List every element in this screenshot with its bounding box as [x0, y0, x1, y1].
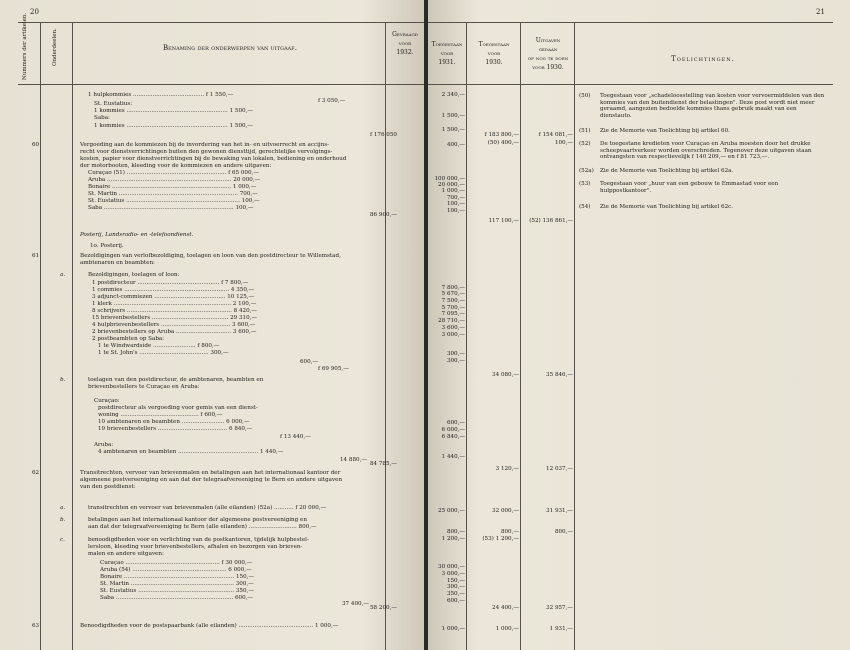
amount-1931: 1 200,— — [441, 536, 465, 542]
note-ref: (52) — [579, 141, 591, 147]
budget-line: St. Eustatius ...................................................... 350,— — [100, 588, 254, 594]
amount-1930: 24 400,— — [492, 605, 519, 611]
amount-1931: 350,— — [446, 591, 465, 597]
budget-line: 58 200,— — [370, 605, 397, 611]
amount-1931: 700,— — [446, 195, 465, 201]
amount-1931: 28 710,— — [438, 318, 465, 324]
budget-line: lersloon, kleeding voor brievenbestellers, afhalen en bezorgen van brieven- — [88, 544, 303, 550]
amount-1931: 150,— — [446, 578, 465, 584]
budget-line: 2 postbeambten op Saba: — [92, 336, 165, 342]
amount-1931: 6 840,— — [441, 434, 465, 440]
header-nummers: Nummers der artikelen. — [22, 12, 28, 80]
budget-line: kosten, papier voor dienstverrichtingen bij de bewaking van lokalen, bediening en onderhoud — [80, 156, 347, 162]
amount-1931: 400,— — [446, 142, 465, 148]
amount-1930: 34 080,— — [492, 372, 519, 378]
budget-line: aan dat der telegraafvereeniging te Bern (alle eilanden) ........................... 800,— — [88, 524, 317, 530]
budget-line: transitrechten en vervoer van brievenmalen (alle eilanden) (52a) ........... f 20 000,— — [88, 505, 327, 511]
budget-line: Curaçao: — [94, 398, 120, 404]
budget-line: 1 kommies ......................................................... 1 500,— — [94, 123, 253, 129]
budget-line: Bezoldigingen van verlofbezoldiging, toelagen en loon van den postdirecteur te Willemstad, — [80, 253, 341, 259]
budget-line: 4 ambtenaren en beambten ............................................. 1 440,— — [98, 449, 284, 455]
amount-uitgaven: 31 931,— — [546, 508, 573, 514]
amount-uitgaven: (52) 136 861,— — [529, 218, 573, 224]
budget-line: der motorbooten, kleeding voor de kommiezen en andere uitgaven: — [80, 163, 272, 169]
left-page — [0, 0, 424, 650]
note-text: Zie de Memorie van Toelichting bij artikel 60. — [600, 128, 730, 134]
amount-1930: 117 100,— — [488, 218, 519, 224]
header-onderdeelen: Onderdeelen. — [52, 28, 58, 66]
subdivision-label: a. — [60, 272, 66, 278]
budget-line: 19 brievenbestellers ....................................... 6 840,— — [98, 426, 253, 432]
header-toegestaan-1930: Toegestaan voor 1930. — [478, 41, 510, 66]
page-number-left: 20 — [30, 8, 39, 16]
budget-line: Vergoeding aan de kommiezen bij de invordering van het in- en uitvoerrecht en accijns- — [80, 142, 330, 148]
budget-line: Curaçao (51) ........................................................ f 65 000,— — [88, 170, 259, 176]
amount-1931: 3 600,— — [441, 325, 465, 331]
budget-line: St. Martin ................................................................... 700,— — [88, 191, 258, 197]
page-number-right: 21 — [816, 8, 825, 16]
budget-line: malen en andere uitgaven: — [88, 551, 164, 557]
budget-line: 84 785,— — [370, 461, 397, 467]
budget-line: woning ............................................ f 600,— — [98, 412, 223, 418]
amount-1931: 1 500,— — [441, 113, 465, 119]
budget-line: van den postdienst: — [80, 484, 136, 490]
header-top-rule — [18, 22, 424, 23]
budget-line: 15 brievenbestellers ........................................... 29 310,— — [92, 315, 258, 321]
budget-line: 600,— — [300, 359, 319, 365]
budget-line: Saba ......................................................................... 100,— — [88, 205, 254, 211]
note-ref: (54) — [579, 204, 591, 210]
col-divider-3 — [385, 22, 386, 650]
budget-line: benoodigdheden voor en verlichting van de postkantoren, tijdelijk hulpbestel- — [88, 537, 309, 543]
article-number: 60 — [32, 142, 40, 148]
amount-1931: 30 000,— — [438, 564, 465, 570]
amount-1931: 6 000,— — [441, 427, 465, 433]
budget-line: 1 hulpkommies ........................................ f 1 550,— — [88, 92, 234, 98]
budget-line: 10 ambtenaren en beambten ........................ 6 000,— — [98, 419, 250, 425]
header-toelichtingen: Toelichtingen. — [671, 55, 735, 63]
budget-line: 1 kommies ......................................................... 1 500,— — [94, 108, 253, 114]
amount-uitgaven: 32 957,— — [546, 605, 573, 611]
budget-line: Aruba (54) ..................................................... 6 000,— — [100, 567, 252, 573]
budget-line: toelagen van den postdirecteur, de ambtenaren, beambten en — [88, 377, 264, 383]
header-gevraagd: Gevraagd voor 1932. — [392, 31, 418, 56]
budget-line: 37 400,— — [342, 601, 369, 607]
note-text: Zie de Memorie van Toelichting bij artikel 62c. — [600, 204, 734, 210]
subdivision-label: c. — [60, 537, 65, 543]
amount-uitgaven: 12 037,— — [546, 466, 573, 472]
note-text: Zie de Memorie van Toelichting bij artikel 62a. — [600, 168, 734, 174]
amount-1931: 600,— — [446, 420, 465, 426]
header-toegestaan-1931: Toegestaan voor 1931. — [431, 41, 463, 66]
budget-line: algemeene postvereeniging en aan dat der telegraafvereeniging te Bern en andere uitgaven — [80, 477, 343, 483]
amount-1931: 2 340,— — [441, 92, 465, 98]
budget-line: 86 900,— — [370, 212, 397, 218]
amount-1931: 3 000,— — [441, 571, 465, 577]
budget-line: Curaçao ..................................................... f 30 000,— — [100, 560, 253, 566]
budget-line: f 13 440,— — [280, 434, 311, 440]
budget-line: St. Eustatius ................................................................ 100,— — [88, 198, 260, 204]
budget-line: 1 commies ........................................................... 4 350,— — [92, 287, 255, 293]
header-bottom-rule — [18, 84, 424, 85]
amount-uitgaven: 1 931,— — [549, 626, 573, 632]
amount-1931: 100,— — [446, 208, 465, 214]
amount-uitgaven: 35 846,— — [546, 372, 573, 378]
budget-line: St. Martin .......................................................... 300,— — [100, 581, 254, 587]
amount-1931: 1 000,— — [441, 626, 465, 632]
budget-line: 1 te Windwardside ........................ f 800,— — [98, 343, 220, 349]
amount-1930: (53) 1 200,— — [482, 536, 519, 542]
budget-line: Bezoldigingen, toelagen of loon: — [88, 272, 180, 278]
amount-1930: 32 000,— — [492, 508, 519, 514]
note-ref: (50) — [579, 93, 591, 99]
note-ref: (53) — [579, 181, 591, 187]
amount-1931: 800,— — [446, 529, 465, 535]
budget-line: 4 hulpbrievenbestellers ....................................... 3 600,— — [92, 322, 256, 328]
budget-line: 2 brievenbestellers op Aruba ............................... 3 600,— — [92, 329, 257, 335]
budget-line: 8 schrijvers ........................................................... 8 420,— — [92, 308, 258, 314]
article-number: 63 — [32, 623, 40, 629]
budget-line: St. Eustatius: — [94, 101, 133, 107]
amount-1931: 5 670,— — [441, 291, 465, 297]
budget-line: f 3 050,— — [318, 98, 346, 104]
note-text: Toegestaan voor „schadeloosstelling van kosten voor vervoermiddelen van den kommies van den buitendienst der belastingen". Deze post wordt niet meer geraamd, aangezien bedoelde kommies thans gebruik maakt van een dienstauto. — [600, 93, 825, 119]
col-divider-2 — [72, 22, 73, 650]
col-divider-r2 — [520, 22, 521, 650]
budget-line: Saba .................................................................. 600,— — [100, 595, 254, 601]
budget-line: Aruba: — [94, 442, 114, 448]
amount-1931: 100 000,— — [434, 176, 465, 182]
amount-1931: 3 000,— — [441, 332, 465, 338]
budget-line: recht voor dienstverrichtingen buiten den gewonen diensttijd, gerechtelijke vervolgings- — [80, 149, 333, 155]
amount-1931: 600,— — [446, 598, 465, 604]
budget-line: 14 880,— — [340, 457, 367, 463]
article-number: 62 — [32, 470, 40, 476]
note-text: Toegestaan voor „huur van een gebouw te Emmastad voor een hulppostkantoor". — [600, 181, 779, 194]
article-number: 61 — [32, 253, 40, 259]
budget-line: ambtenaren en beambten: — [80, 260, 155, 266]
note-ref: (52a) — [579, 168, 594, 174]
amount-uitgaven: 100,— — [554, 140, 573, 146]
subdivision-label: b. — [60, 517, 66, 523]
budget-line: betalingen aan het internationaal kantoor der algemeene postvereeniging en — [88, 517, 307, 523]
budget-line: 3 adjunct-commiezen ........................................ 10 125,— — [92, 294, 255, 300]
subdivision-label: b. — [60, 377, 66, 383]
header-uitgaven: Uitgaven gedaan of nog te doen voor 1930. — [527, 37, 569, 71]
note-ref: (51) — [579, 128, 591, 134]
amount-1931: 5 700,— — [441, 305, 465, 311]
header-benaming: Benaming der onderwerpen van uitgaaf. — [163, 44, 297, 52]
amount-1931: 1 500,— — [441, 127, 465, 133]
amount-1931: 100,— — [446, 201, 465, 207]
amount-1930: 3 120,— — [495, 466, 519, 472]
note-text: De toegestane kredieten voor Curaçao en Aruba moesten door het drukke scheepvaartverkeer worden overschreden. Tegenover deze uitgaven staan ontvangsten van respectievelijk f 140 209,— en f 81 723,—. — [600, 141, 812, 161]
amount-1931: 1 000,— — [441, 188, 465, 194]
budget-line: f 176 050 — [370, 132, 397, 138]
amount-1931: 7 500,— — [441, 298, 465, 304]
budget-line: Bonaire .............................................................. 150,— — [100, 574, 255, 580]
budget-line: 1 te St. John's ....................................... 300,— — [98, 350, 229, 356]
budget-line: postdirecteur als vergoeding voor gemis van een dienst- — [98, 405, 258, 411]
amount-uitgaven: 800,— — [554, 529, 573, 535]
col-divider-1 — [40, 22, 41, 650]
budget-line: Aruba ...................................................................... 20 000,— — [88, 177, 261, 183]
amount-1930: 800,— — [500, 529, 519, 535]
budget-line: f 69 905,— — [318, 366, 349, 372]
amount-uitgaven: f 154 081,— — [538, 132, 573, 138]
col-divider-r1 — [466, 22, 467, 650]
amount-1930: 1 000,— — [495, 626, 519, 632]
budget-line: Posterij, Landsradio- en -telefoondienst. — [80, 232, 194, 238]
amount-1931: 20 000,— — [438, 182, 465, 188]
col-divider-r3 — [574, 22, 575, 650]
subdivision-label: a. — [60, 505, 66, 511]
header-top-rule-right — [428, 22, 833, 23]
amount-1931: 1 440,— — [441, 454, 465, 460]
amount-1931: 7 800,— — [441, 285, 465, 291]
budget-line: 1 postdirecteur .............................................. f 7 800,— — [92, 280, 249, 286]
budget-line: Saba: — [94, 115, 110, 121]
amount-1930: (50) 400,— — [487, 140, 519, 146]
budget-line: Transitrechten, vervoer van brievenmalen en betalingen aan het internationaal kantoor der — [80, 470, 341, 476]
budget-line: 1 klerk .................................................................. 2 100,— — [92, 301, 257, 307]
amount-1931: 7 095,— — [441, 311, 465, 317]
amount-1931: 300,— — [446, 358, 465, 364]
right-page — [428, 0, 850, 650]
budget-line: Benoodigdheden voor de postspaarbank (alle eilanden) .......................................... 1 000,— — [80, 623, 339, 629]
amount-1930: f 183 800,— — [484, 132, 519, 138]
budget-line: 1o. Posterij. — [90, 243, 124, 249]
budget-line: Bonaire ................................................................... 1 000,— — [88, 184, 257, 190]
amount-1931: 25 000,— — [438, 508, 465, 514]
amount-1931: 300,— — [446, 584, 465, 590]
amount-1931: 300,— — [446, 351, 465, 357]
header-bottom-rule-right — [428, 84, 833, 85]
budget-line: brievenbestellers te Curaçao en Aruba: — [88, 384, 200, 390]
